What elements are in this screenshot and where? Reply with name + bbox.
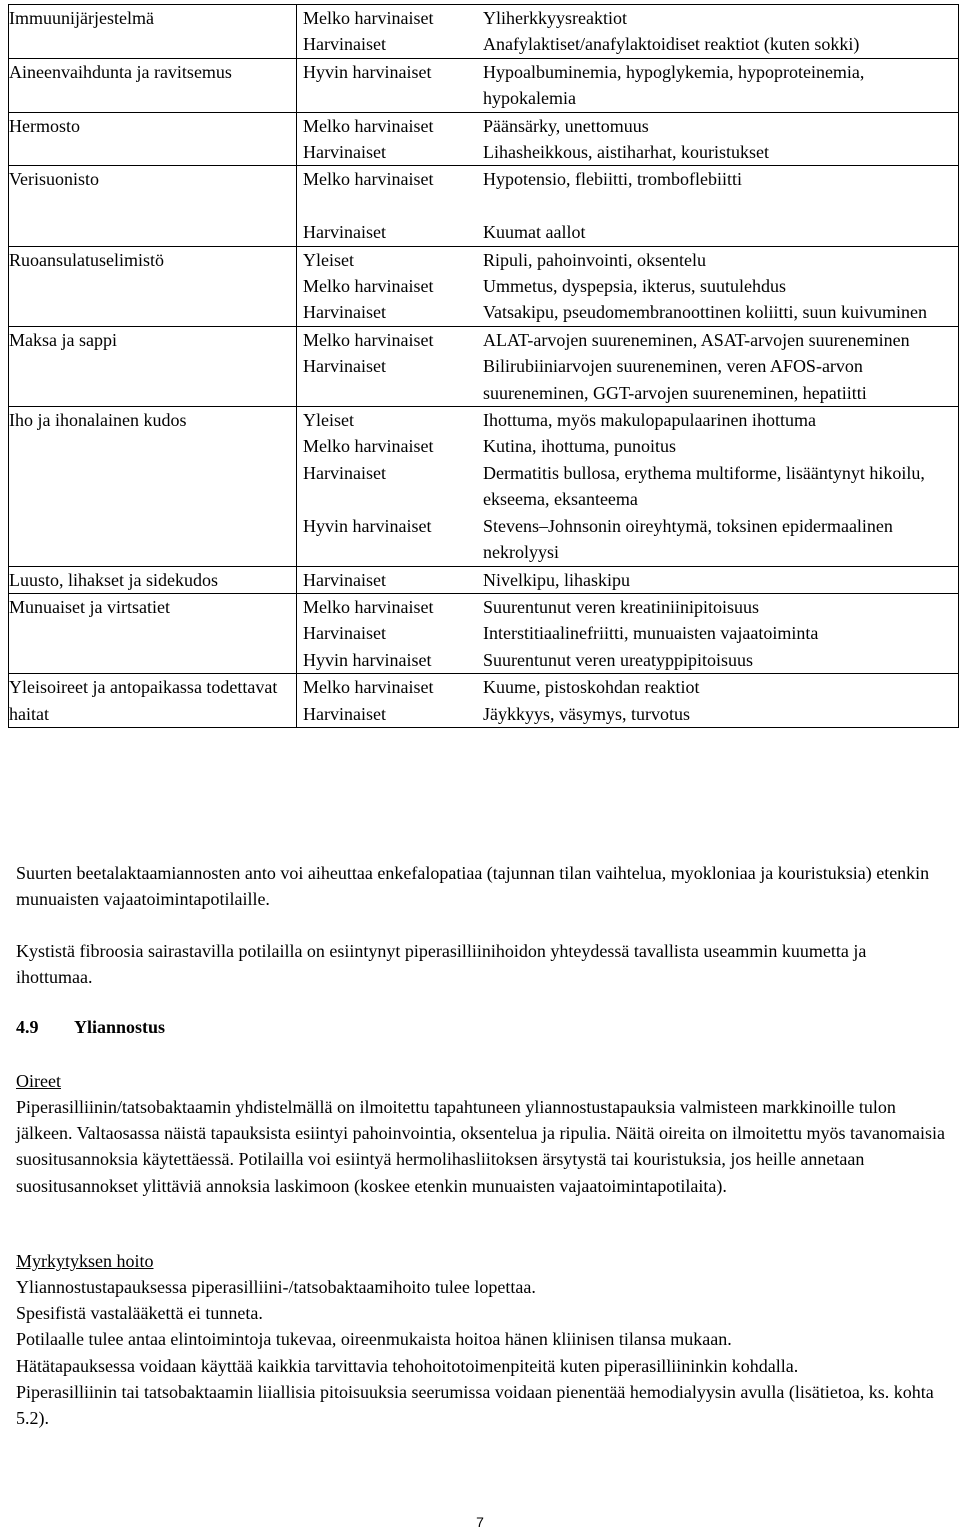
effect-label: Hypotensio, flebiitti, tromboflebiitti	[483, 169, 742, 190]
effect-row	[297, 567, 958, 593]
effect-row	[297, 327, 958, 353]
effect-label: Hypoalbuminemia, hypoglykemia, hypoproteinemia, hypokalemia	[483, 61, 865, 109]
treatment-body	[16, 1274, 946, 1431]
effect-row	[297, 299, 958, 325]
frequency-label: Yleiset	[303, 410, 354, 431]
organ-system-cell: Iho ja ihonalainen kudos	[9, 407, 297, 566]
effect-label: Suurentunut veren ureatyppipitoisuus	[483, 649, 753, 670]
organ-system-cell: Yleisoireet ja antopaikassa todettavat haitat	[9, 674, 297, 728]
frequency-effect-cell	[297, 246, 959, 326]
page-number: 7	[476, 1514, 484, 1530]
effect-row	[297, 513, 958, 566]
frequency-label: Harvinaiset	[303, 34, 386, 55]
frequency-label: Melko harvinaiset	[303, 276, 434, 297]
frequency-effect-cell	[297, 58, 959, 112]
effect-row	[297, 5, 958, 31]
frequency-label: Harvinaiset	[303, 703, 386, 724]
frequency-label: Melko harvinaiset	[303, 8, 434, 28]
table-row	[9, 674, 959, 728]
effect-label: Ihottuma, myös makulopapulaarinen ihottuma	[483, 410, 816, 431]
effect-label: Stevens–Johnsonin oireyhtymä, toksinen epidermaalinen nekrolyysi	[483, 515, 893, 563]
symptoms-heading: Oireet	[16, 1071, 61, 1091]
frequency-label	[297, 193, 483, 219]
frequency-effect-cell	[297, 112, 959, 166]
organ-system-cell: Luusto, lihakset ja sidekudos	[9, 566, 297, 593]
table-row	[9, 593, 959, 673]
cystic-fibrosis-paragraph: Kystistä fibroosia sairastavilla potilailla on esiintynyt piperasilliinihoidon yhteydessä tavallista useammin kuumetta ja ihottumaa.	[16, 941, 867, 988]
effect-label: Bilirubiiniarvojen suureneminen, veren AFOS-arvon suureneminen, GGT-arvojen suureneminen, hepatiitti	[483, 356, 867, 403]
organ-system-cell: Verisuonisto	[9, 166, 297, 246]
frequency-effect-cell	[297, 566, 959, 593]
frequency-label: Harvinaiset	[303, 623, 386, 644]
table-row	[9, 326, 959, 406]
organ-system-cell: Immuunijärjestelmä	[9, 5, 297, 59]
frequency-label: Yleiset	[303, 249, 354, 270]
effect-row	[297, 193, 958, 219]
table-row	[9, 246, 959, 326]
effect-label: Yliherkkyysreaktiot	[483, 8, 627, 28]
frequency-label: Melko harvinaiset	[303, 169, 434, 190]
effect-row	[297, 620, 958, 646]
table-row	[9, 566, 959, 593]
effect-label: Lihasheikkous, aistiharhat, kouristukset	[483, 142, 769, 163]
frequency-label: Hyvin harvinaiset	[303, 649, 432, 670]
frequency-effect-cell	[297, 593, 959, 673]
section-number: 4.9	[16, 1017, 39, 1037]
frequency-effect-cell	[297, 674, 959, 728]
effect-label: Dermatitis bullosa, erythema multiforme, lisääntynyt hikoilu, ekseema, eksanteema	[483, 462, 925, 510]
organ-system-cell: Munuaiset ja virtsatiet	[9, 593, 297, 673]
frequency-label: Harvinaiset	[303, 142, 386, 163]
effect-label: Nivelkipu, lihaskipu	[483, 569, 630, 590]
table-row	[9, 112, 959, 166]
section-heading	[16, 1014, 165, 1040]
effect-row	[297, 59, 958, 112]
effect-row	[297, 113, 958, 139]
frequency-label: Melko harvinaiset	[303, 329, 434, 350]
effect-label: Kuumat aallot	[483, 222, 586, 243]
effect-row	[297, 701, 958, 727]
frequency-label: Harvinaiset	[303, 462, 386, 483]
effect-row	[297, 166, 958, 192]
effect-label: Vatsakipu, pseudomembranoottinen koliitti, suun kuivuminen	[483, 302, 927, 323]
effect-row	[297, 407, 958, 433]
effect-row	[297, 139, 958, 165]
table-row	[9, 58, 959, 112]
section-title: Yliannostus	[74, 1017, 166, 1037]
effect-row	[297, 674, 958, 700]
table-row	[9, 407, 959, 566]
organ-system-cell: Ruoansulatuselimistö	[9, 246, 297, 326]
frequency-effect-cell	[297, 326, 959, 406]
organ-system-cell: Aineenvaihdunta ja ravitsemus	[9, 58, 297, 112]
treatment-line: Piperasilliinin tai tatsobaktaamin liiallisia pitoisuuksia seerumissa voidaan pienentää hemodialyysin avulla (lisätietoa, ks. kohta 5.2).	[16, 1381, 934, 1429]
organ-system-cell: Maksa ja sappi	[9, 326, 297, 406]
adverse-effects-table	[8, 4, 959, 728]
effect-label: Interstitiaalinefriitti, munuaisten vajaatoiminta	[483, 623, 819, 644]
treatment-line: Potilaalle tulee antaa elintoimintoja tukevaa, oireenmukaista hoitoa hänen kliinisen tilansa mukaan.	[16, 1329, 732, 1350]
effect-row	[297, 353, 958, 406]
treatment-line: Spesifistä vastalääkettä ei tunneta.	[16, 1303, 263, 1324]
organ-system-cell: Hermosto	[9, 112, 297, 166]
frequency-label: Melko harvinaiset	[303, 596, 434, 617]
effect-row	[297, 460, 958, 513]
frequency-label: Melko harvinaiset	[303, 436, 434, 457]
frequency-label: Harvinaiset	[303, 356, 386, 377]
effect-row	[297, 219, 958, 245]
frequency-effect-cell	[297, 407, 959, 566]
frequency-label: Harvinaiset	[303, 302, 386, 323]
effect-row	[297, 247, 958, 273]
frequency-label: Harvinaiset	[303, 569, 386, 590]
treatment-line: Hätätapauksessa voidaan käyttää kaikkia tarvittavia tehohoitotoimenpiteitä kuten piperasilliininkin kohdalla.	[16, 1355, 799, 1376]
effect-label: Kutina, ihottuma, punoitus	[483, 436, 676, 457]
effect-label: Jäykkyys, väsymys, turvotus	[483, 703, 690, 724]
effect-label: Ummetus, dyspepsia, ikterus, suutulehdus	[483, 276, 786, 297]
effect-row	[297, 433, 958, 459]
table-row	[9, 166, 959, 246]
frequency-label: Melko harvinaiset	[303, 677, 434, 698]
effect-label: Kuume, pistoskohdan reaktiot	[483, 677, 700, 698]
symptoms-paragraph: Piperasilliinin/tatsobaktaamin yhdistelmällä on ilmoitettu tapahtuneen yliannostustapauksia valmisteen markkinoille tulon jälkeen. Valtaosassa näistä tapauksista esiintyi pahoinvointia, oksentelua ja ripulia. Näitä oireita on ilmoitettu myös tavanomaisia suositusannoksia käytettäessä. Potilailla voi esiintyä hermolihasliitoksen ärsytystä tai kouristuksia, jos heille annetaan suositusannokset ylittäviä annoksia laskimoon (koskee etenkin munuaisten vajaatoimintapotilaita).	[16, 1097, 945, 1196]
effect-label: Suurentunut veren kreatiniinipitoisuus	[483, 596, 759, 617]
effect-row	[297, 31, 958, 57]
frequency-label: Hyvin harvinaiset	[303, 61, 432, 82]
frequency-effect-cell	[297, 5, 959, 59]
frequency-effect-cell	[297, 166, 959, 246]
effect-label: Päänsärky, unettomuus	[483, 115, 649, 136]
table-row	[9, 5, 959, 59]
treatment-heading: Myrkytyksen hoito	[16, 1251, 154, 1271]
frequency-label: Hyvin harvinaiset	[303, 515, 432, 536]
frequency-label: Harvinaiset	[303, 222, 386, 243]
effect-row	[297, 273, 958, 299]
frequency-label: Melko harvinaiset	[303, 115, 434, 136]
effect-row	[297, 647, 958, 673]
encephalopathy-paragraph: Suurten beetalaktaamiannosten anto voi aiheuttaa enkefalopatiaa (tajunnan tilan vaihtelua, myokloniaa ja kouristuksia) etenkin munuaisten vajaatoimintapotilaille.	[16, 863, 930, 910]
effect-label	[483, 193, 958, 219]
effect-label: ALAT-arvojen suureneminen, ASAT-arvojen suureneminen	[483, 329, 910, 350]
effect-label: Ripuli, pahoinvointi, oksentelu	[483, 249, 706, 270]
treatment-line: Yliannostustapauksessa piperasilliini-/tatsobaktaamihoito tulee lopettaa.	[16, 1277, 536, 1297]
effect-row	[297, 594, 958, 620]
effect-label: Anafylaktiset/anafylaktoidiset reaktiot (kuten sokki)	[483, 34, 860, 55]
